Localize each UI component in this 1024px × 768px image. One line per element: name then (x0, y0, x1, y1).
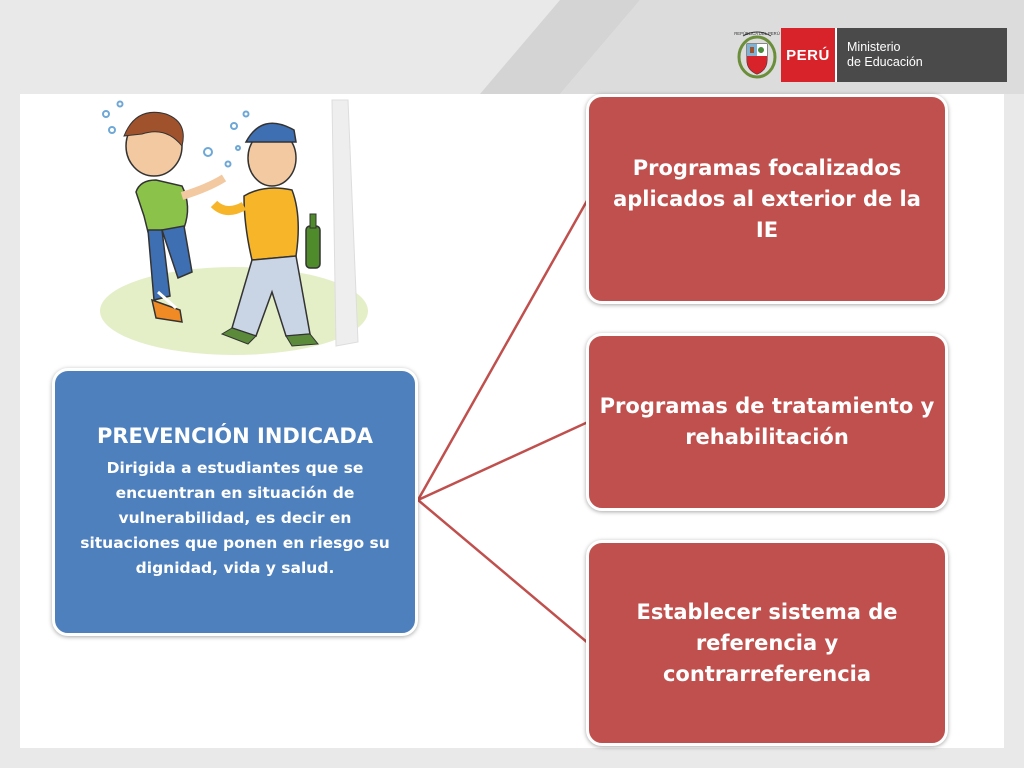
logo-country-label: PERÚ (781, 28, 835, 82)
main-concept-title: PREVENCIÓN INDICADA (96, 423, 374, 448)
logo-ministry-line2: de Educación (847, 55, 923, 69)
branch-label-3: Establecer sistema de referencia y contrarreferencia (636, 599, 898, 686)
main-concept-description: Dirigida a estudiantes que se encuentran en situación de vulnerabilidad, es decir en situaciones que ponen en riesgo su dignidad, vida y salud. (80, 458, 390, 577)
branch-box-3 (586, 540, 948, 746)
cartoon-illustration (96, 96, 372, 360)
logo-ministry-label (835, 28, 1007, 82)
branch-box-1 (586, 94, 948, 304)
coat-of-arms-icon (733, 28, 781, 82)
coat-of-arms-seal-text: REPÚBLICA DEL PERÚ (734, 31, 780, 36)
main-concept-box (52, 368, 418, 636)
branch-box-2 (586, 333, 948, 511)
branch-label-1: Programas focalizados aplicados al exterior de la IE (613, 155, 921, 242)
logo-ministry-line1: Ministerio (847, 40, 901, 54)
ministry-logo (733, 28, 1007, 82)
branch-label-2: Programas de tratamiento y rehabilitación (599, 394, 935, 449)
